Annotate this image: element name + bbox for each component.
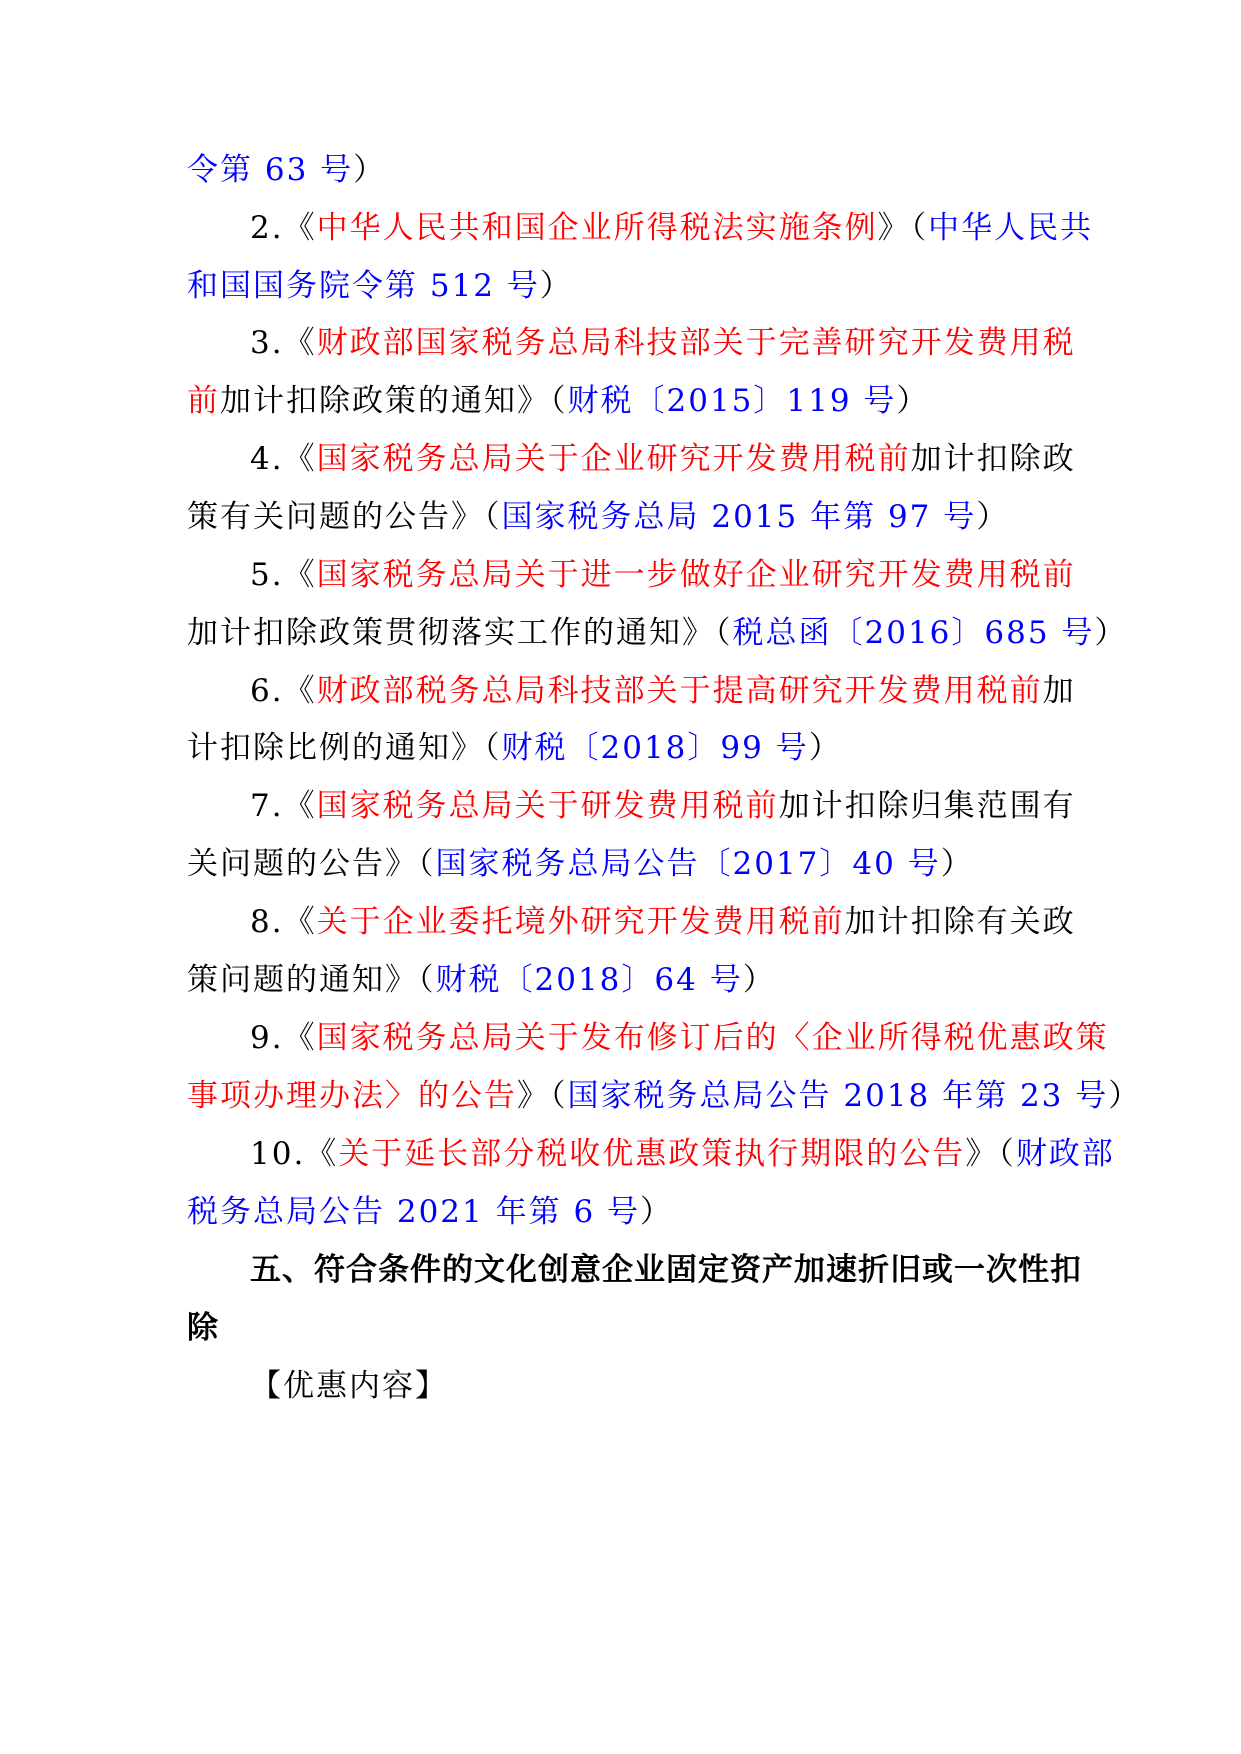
paren-close: ） [976, 499, 1010, 535]
citation-8-cont [187, 960, 776, 1000]
doc-title-rest: 加计扣除有关政 [844, 904, 1076, 940]
paren-close: ） [539, 268, 573, 304]
source-ref: 财税〔2018〕99 号 [501, 730, 809, 766]
citation-6 [250, 671, 1076, 711]
doc-title-rest: 加计扣除归集范围有 [778, 788, 1076, 824]
source-ref: 和国国务院令第 512 号 [187, 268, 540, 304]
citation-7-cont [187, 844, 974, 884]
paren-close: ） [1094, 615, 1128, 651]
doc-title: 国家税务总局关于发布修订后的〈企业所得税优惠政策 [316, 1020, 1109, 1056]
item-number: 6.《 [250, 673, 317, 709]
paren-close: ） [353, 152, 387, 188]
doc-title-rest: 关问题的公告》（ [187, 846, 436, 882]
citation-6-cont [187, 728, 842, 768]
citation-5-cont [187, 613, 1127, 653]
source-ref: 国家税务总局公告 2018 年第 23 号 [567, 1078, 1109, 1114]
item-number: 8.《 [250, 904, 317, 940]
doc-title-rest: 策有关问题的公告》（ [187, 499, 502, 535]
paren-close: ） [940, 846, 974, 882]
doc-title: 关于企业委托境外研究开发费用税前 [316, 904, 845, 940]
source-ref: 财税〔2018〕64 号 [435, 962, 743, 998]
item-number: 7.《 [250, 788, 317, 824]
source-ref: 税总函〔2016〕685 号 [732, 615, 1095, 651]
citation-3-cont [187, 381, 929, 421]
doc-title: 国家税务总局关于企业研究开发费用税前 [316, 441, 911, 477]
source-ref: 中华人民共 [928, 210, 1094, 246]
paren-close: ） [1108, 1078, 1142, 1114]
item-number: 2.《 [250, 210, 317, 246]
citation-1-cont [187, 150, 386, 190]
item-number: 9.《 [250, 1020, 317, 1056]
doc-title: 中华人民共和国企业所得税法实施条例 [316, 210, 878, 246]
paren-close: ） [640, 1194, 674, 1230]
source-ref: 令第 63 号 [187, 152, 354, 188]
paren-open: 》（ [965, 1136, 1016, 1172]
citation-9 [250, 1018, 1109, 1058]
source-ref: 国家税务总局公告〔2017〕40 号 [435, 846, 941, 882]
source-ref: 税务总局公告 2021 年第 6 号 [187, 1194, 641, 1230]
doc-title: 财政部国家税务总局科技部关于完善研究开发费用税 [316, 325, 1076, 361]
citation-2-cont [187, 266, 573, 306]
doc-title: 前 [187, 383, 220, 419]
doc-title-rest: 加计扣除政策贯彻落实工作的通知》（ [187, 615, 733, 651]
doc-title-rest: 加计扣除政策的通知》（ [220, 383, 568, 419]
citation-8 [250, 902, 1076, 942]
citation-2 [250, 208, 1093, 248]
item-number: 3.《 [250, 325, 317, 361]
paren-open: 》（ [877, 210, 929, 246]
item-number: 5.《 [250, 557, 317, 593]
subsection-label: 【优惠内容】 [250, 1368, 448, 1404]
citation-3 [250, 323, 1076, 363]
doc-title-rest: 加计扣除政 [910, 441, 1076, 477]
section-heading: 五、符合条件的文化创意企业固定资产加速折旧或一次性扣 [250, 1252, 1082, 1288]
doc-title: 国家税务总局关于研发费用税前 [316, 788, 779, 824]
section-heading-cont: 除 [187, 1310, 219, 1346]
source-ref: 财政部 [1015, 1136, 1115, 1172]
doc-title: 财政部税务总局科技部关于提高研究开发费用税前 [316, 673, 1043, 709]
paren-close: ） [896, 383, 930, 419]
item-number: 10.《 [250, 1136, 339, 1172]
source-ref: 国家税务总局 2015 年第 97 号 [501, 499, 977, 535]
citation-7 [250, 786, 1076, 826]
citation-10-cont [187, 1192, 673, 1232]
item-number: 4.《 [250, 441, 317, 477]
citation-9-cont [187, 1076, 1141, 1116]
citation-4-cont [187, 497, 1009, 537]
source-ref: 财税〔2015〕119 号 [567, 383, 897, 419]
doc-title-rest: 计扣除比例的通知》（ [187, 730, 502, 766]
doc-title: 关于延长部分税收优惠政策执行期限的公告 [338, 1136, 966, 1172]
citation-5 [250, 555, 1076, 595]
paren-close: ） [742, 962, 776, 998]
doc-title-rest: 策问题的通知》（ [187, 962, 436, 998]
citation-10 [250, 1134, 1115, 1174]
doc-title: 事项办理办法〉的公告 [187, 1078, 517, 1114]
doc-title-rest: 加 [1042, 673, 1076, 709]
doc-title: 国家税务总局关于进一步做好企业研究开发费用税前 [316, 557, 1076, 593]
paren-close: ） [808, 730, 842, 766]
citation-4 [250, 439, 1076, 479]
paren-open: 》（ [517, 1078, 568, 1114]
